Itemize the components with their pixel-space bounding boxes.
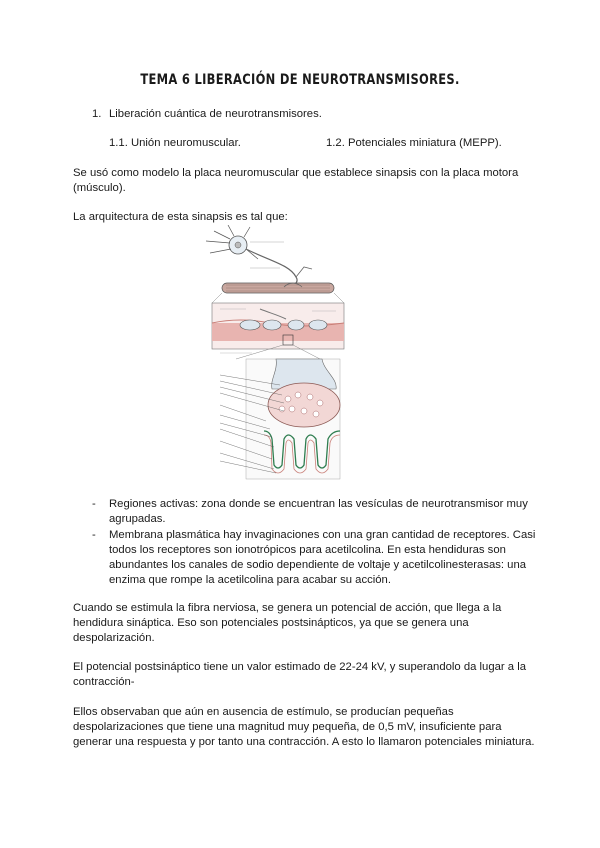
paragraph-5-line-3: generar una respuesta y por tanto una contracción. A esto lo llamaron potenciales miniatura. xyxy=(73,736,535,748)
paragraph-5-line-1: Ellos observaban que aún en ausencia de estímulo, se producían pequeñas xyxy=(73,706,454,718)
paragraph-5-line-2: despolarizaciones que tiene una magnitud muy pequeña, de 0,5 mV, insuficiente para xyxy=(73,721,502,733)
neuromuscular-junction-figure xyxy=(200,225,360,487)
bullet-1-line-2: agrupadas. xyxy=(109,513,166,525)
bullet-2-line-4: enzima que rompe la acetilcolina para acabar su acción. xyxy=(109,574,391,586)
paragraph-1-line-2: (músculo). xyxy=(73,182,126,194)
paragraph-2: La arquitectura de esta sinapsis es tal que: xyxy=(73,211,288,223)
paragraph-3-line-3: despolarización. xyxy=(73,632,155,644)
synapse-detail-illustration xyxy=(220,359,340,479)
motor-endplate-illustration xyxy=(212,303,344,353)
subsection-1: 1.1. Unión neuromuscular. xyxy=(109,137,241,149)
paragraph-4-line-1: El potencial postsináptico tiene un valor estimado de 22-24 kV, y superandolo da lugar a la xyxy=(73,661,527,673)
subsection-2: 1.2. Potenciales miniatura (MEPP). xyxy=(326,137,502,149)
neuron-illustration xyxy=(206,225,312,289)
muscle-fiber-illustration xyxy=(222,283,334,293)
section-heading: Liberación cuántica de neurotransmisores. xyxy=(109,108,322,120)
bullet-2-line-2: todos los receptores son ionotrópicos para acetilcolina. En esta hendiduras son xyxy=(109,544,506,556)
page-title: TEMA 6 LIBERACIÓN DE NEUROTRANSMISORES. xyxy=(140,70,460,88)
paragraph-1-line-1: Se usó como modelo la placa neuromuscular que establece sinapsis con la placa motora xyxy=(73,167,519,179)
bullet-marker-1: - xyxy=(92,498,96,510)
paragraph-3-line-2: hendidura sináptica. Eso son potenciales postsinápticos, ya que se genera una xyxy=(73,617,469,629)
bullet-2-line-3: abundantes los canales de sodio dependiente de voltaje y acetilcolinesterasas: una xyxy=(109,559,527,571)
bullet-marker-2: - xyxy=(92,529,96,541)
paragraph-3-line-1: Cuando se estimula la fibra nerviosa, se genera un potencial de acción, que llega a la xyxy=(73,602,502,614)
bullet-2-line-1: Membrana plasmática hay invaginaciones con una gran cantidad de receptores. Casi xyxy=(109,529,536,541)
paragraph-4-line-2: contracción- xyxy=(73,676,135,688)
bullet-1-line-1: Regiones activas: zona donde se encuentran las vesículas de neurotransmisor muy xyxy=(109,498,528,510)
section-number: 1. xyxy=(92,108,102,120)
